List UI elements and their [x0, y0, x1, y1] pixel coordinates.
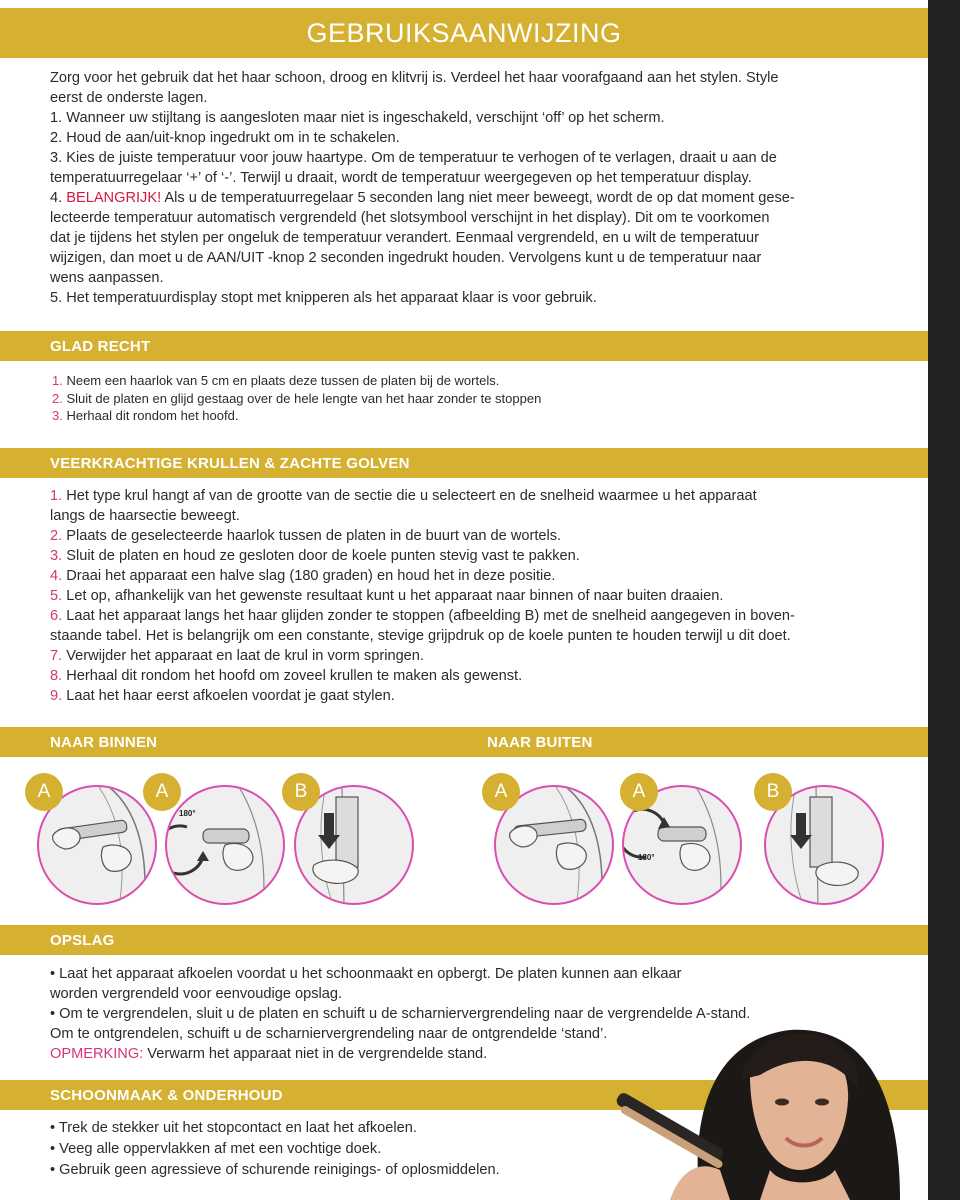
rotation-degrees-label: 180°	[179, 809, 196, 818]
note-text: Verwarm het apparaat niet in de vergrendelde stand.	[143, 1046, 488, 1062]
page-title: GEBRUIKSAANWIJZING	[306, 17, 622, 48]
list-item	[52, 390, 902, 408]
intro-line: eerst de onderste lagen.	[50, 90, 208, 106]
section-header-directions	[0, 727, 928, 757]
step-circle	[165, 785, 285, 905]
intro-line: 2. Houd de aan/uit-knop ingedrukt om in te schakelen.	[50, 130, 400, 146]
list-item	[50, 666, 900, 686]
list-item	[52, 407, 902, 425]
list-item	[50, 546, 900, 566]
page-edge	[928, 0, 960, 1200]
schoonmaak-line: • Gebruik geen agressieve of schurende reinigings- of oplosmiddelen.	[50, 1162, 500, 1178]
item-number: 1.	[52, 373, 63, 388]
section-heading: GLAD RECHT	[50, 337, 151, 355]
item-text: Neem een haarlok van 5 cm en plaats deze tussen de platen bij de wortels.	[62, 373, 500, 388]
item-number: 4.	[50, 568, 63, 584]
section-heading: SCHOONMAAK & ONDERHOUD	[50, 1086, 283, 1104]
opslag-line: worden vergrendeld voor eenvoudige opslag.	[50, 986, 343, 1002]
item-number: 7.	[50, 648, 63, 664]
list-item	[50, 646, 900, 666]
item-text: Laat het apparaat langs het haar glijden zonder te stoppen (afbeelding B) met de snelheid aangegeven in boven-	[62, 608, 795, 624]
item-number: 8.	[50, 668, 63, 684]
list-item	[50, 566, 900, 586]
direction-inward-label: NAAR BINNEN	[50, 733, 158, 751]
item-text: Laat het haar eerst afkoelen voordat je gaat stylen.	[62, 688, 395, 704]
model-with-straightener-illustration	[600, 1020, 928, 1200]
intro-item-4	[50, 188, 900, 208]
title-bar	[0, 8, 928, 58]
item-text: langs de haarsectie beweegt.	[50, 508, 240, 524]
item-text: Draai het apparaat een halve slag (180 graden) en houd het in deze positie.	[62, 568, 556, 584]
note-label: OPMERKING:	[50, 1046, 144, 1062]
list-item	[50, 586, 900, 606]
item-number: 3.	[50, 548, 63, 564]
item-number: 4.	[50, 190, 67, 206]
step-badge: A	[482, 773, 520, 811]
section-header-glad-recht	[0, 331, 928, 361]
intro-line: 5. Het temperatuurdisplay stopt met knipperen als het apparaat klaar is voor gebruik.	[50, 290, 597, 306]
important-label: BELANGRIJK!	[66, 190, 162, 206]
list-item	[50, 486, 900, 506]
direction-outward-label: NAAR BUITEN	[487, 733, 593, 751]
step-badge: B	[282, 773, 320, 811]
list-item	[50, 686, 900, 706]
rotate-illustration	[167, 787, 285, 905]
glad-list	[52, 372, 902, 425]
intro-line: wens aanpassen.	[50, 270, 164, 286]
item-text: Herhaal dit rondom het hoofd.	[62, 408, 239, 423]
opslag-line: • Laat het apparaat afkoelen voordat u het schoonmaakt en opbergt. De platen kunnen aan elkaar	[50, 966, 682, 982]
intro-line: temperatuurregelaar ‘+’ of ‘-’. Terwijl u draait, wordt de temperatuur weergegeven op het temperatuur display.	[50, 170, 752, 186]
krullen-list	[50, 486, 900, 706]
section-heading: OPSLAG	[50, 931, 115, 949]
step-badge: A	[25, 773, 63, 811]
step-badge: A	[620, 773, 658, 811]
item-number: 3.	[52, 408, 63, 423]
item-text: Verwijder het apparaat en laat de krul in vorm springen.	[62, 648, 424, 664]
step-badge: A	[143, 773, 181, 811]
intro-line: Zorg voor het gebruik dat het haar schoon, droog en klitvrij is. Verdeel het haar voorafgaand aan het stylen. Style	[50, 70, 779, 86]
item-number: 5.	[50, 588, 63, 604]
item-number: 6.	[50, 608, 63, 624]
intro-line: 1. Wanneer uw stijltang is aangesloten maar niet is ingeschakeld, verschijnt ‘off’ op het scherm.	[50, 110, 665, 126]
opslag-line: Om te ontgrendelen, schuift u de scharniervergrendeling naar de ontgrendelde ‘stand’.	[50, 1026, 608, 1042]
rotation-degrees-label: 180°	[638, 853, 655, 862]
intro-line: lecteerde temperatuur automatisch vergrendeld (het slotsymbool verschijnt in het display). Dit om te voorkomen	[50, 210, 770, 226]
schoonmaak-text	[50, 1118, 610, 1181]
list-item	[52, 372, 902, 390]
item-text: Het type krul hangt af van de grootte van de sectie die u selecteert en de snelheid waarmee u het apparaat	[62, 488, 757, 504]
schoonmaak-line: • Veeg alle oppervlakken af met een vochtige doek.	[50, 1141, 382, 1157]
intro-line: wijzigen, dan moet u de AAN/UIT -knop 2 seconden ingedrukt houden. Vervolgens kunt u de temperatuur naar	[50, 250, 762, 266]
step-badge: B	[754, 773, 792, 811]
model-photo	[600, 1020, 928, 1200]
item-text: Sluit de platen en houd ze gesloten door de koele punten stevig vast te pakken.	[62, 548, 580, 564]
item-text: Herhaal dit rondom het hoofd om zoveel krullen te maken als gewenst.	[62, 668, 523, 684]
section-header-opslag	[0, 925, 928, 955]
list-item	[50, 506, 900, 526]
item-text: Plaats de geselecteerde haarlok tussen de platen in de buurt van de wortels.	[62, 528, 562, 544]
list-item	[50, 526, 900, 546]
intro-line: Als u de temperatuurregelaar 5 seconden lang niet meer beweegt, wordt de op dat moment gese-	[161, 190, 795, 206]
item-number: 2.	[52, 390, 63, 406]
schoonmaak-line: • Trek de stekker uit het stopcontact en laat het afkoelen.	[50, 1120, 417, 1136]
item-number: 9.	[50, 688, 63, 704]
intro-line: dat je tijdens het stylen per ongeluk de temperatuur verandert. Eenmaal vergrendeld, en u wilt de temperatuur	[50, 230, 760, 246]
intro-line: 3. Kies de juiste temperatuur voor jouw haartype. Om de temperatuur te verhogen of te verlagen, draait u aan de	[50, 150, 777, 166]
intro-section	[50, 68, 900, 308]
section-header-krullen	[0, 448, 928, 478]
item-text: Sluit de platen en glijd gestaag over de hele lengte van het haar zonder te stoppen	[62, 390, 542, 406]
item-text: Let op, afhankelijk van het gewenste resultaat kunt u het apparaat naar binnen of naar buiten draaien.	[62, 588, 724, 604]
item-number: 2.	[50, 528, 63, 544]
item-number: 1.	[50, 488, 63, 504]
list-item	[50, 626, 900, 646]
list-item	[50, 606, 900, 626]
opslag-line: • Om te vergrendelen, sluit u de platen en schuift u de scharniervergrendeling naar de vergrendelde A-stand.	[50, 1006, 751, 1022]
item-text: staande tabel. Het is belangrijk om een constante, stevige grijpdruk op de koele punten te houden terwijl u dit doet.	[50, 628, 791, 644]
section-heading: VEERKRACHTIGE KRULLEN & ZACHTE GOLVEN	[50, 454, 410, 472]
